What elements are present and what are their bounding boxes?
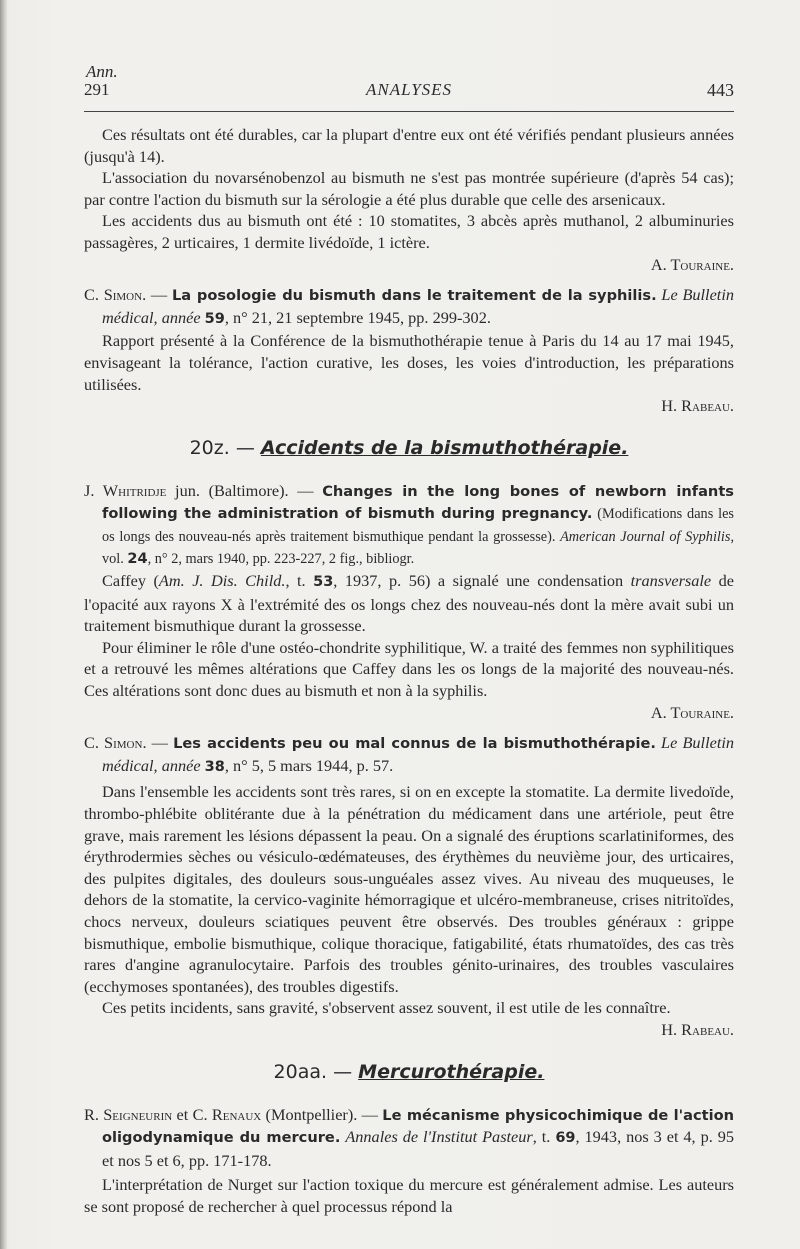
abstract-entry-seigneurin	[84, 1104, 734, 1218]
author: C. Simon.	[84, 733, 147, 753]
signature: A. Touraine.	[650, 254, 734, 274]
section-number: 20z.	[189, 436, 230, 459]
section-dash: —	[333, 1060, 353, 1083]
citation-details: , n° 5, 5 mars 1944, p. 57.	[224, 755, 394, 775]
paragraph: L'association du novarsénobenzol au bismuth ne s'est pas montrée supérieure (d'après 54 cas); par contre l'action du bismuth sur la sérologie a été plus durable que celle des arsenicaux.	[84, 168, 734, 209]
citation-text: , t.	[532, 1127, 556, 1147]
article-title: Changes in the long bones of newborn infants following the administration of bismuth during pregnancy.	[102, 482, 734, 523]
paragraph: Pour éliminer le rôle d'une ostéo-chondrite syphilitique, W. a traité des femmes non syphilitiques et a retrouvé les mêmes altérations que Caffey dans les os longs de la majorité des nouveau-nés. Ces altérations sont donc dues au bismuth et non à la syphilis.	[84, 637, 734, 701]
text: , 1937, p. 56) a signalé une condensation	[333, 571, 631, 591]
signature: H. Rabeau.	[661, 1019, 734, 1039]
paragraph: L'interprétation de Nurget sur l'action toxique du mercure est généralement admise. Les auteurs se sont proposé de rechercher à quel processus répond la	[84, 1175, 734, 1216]
volume-number: 291	[84, 80, 110, 99]
section-heading-20z	[84, 437, 734, 459]
text: Caffey (	[102, 571, 159, 591]
section-title: Accidents de la bismuthothérapie.	[260, 436, 629, 459]
section-dash: —	[235, 436, 255, 459]
citation-details: , n° 21, 21 septembre 1945, pp. 299-302.	[224, 307, 491, 327]
author: J. Whitridje	[84, 480, 167, 500]
abstract-entry-simon-accidents	[84, 732, 734, 1040]
citation-text: , année	[153, 307, 205, 327]
author: C. Simon.	[84, 285, 147, 305]
author: C. Renaux	[192, 1104, 262, 1124]
journal-name: Annales de l'Institut Pasteur	[345, 1127, 533, 1147]
article-title: Les accidents peu ou mal connus de la bismuthothérapie.	[173, 735, 656, 753]
text: de l'opacité aux rayons X à l'extrémité des os longs chez des nouveau-nés dont la mère avait subi un traitement bismuthique durant la grossesse.	[84, 571, 735, 636]
abstract-entry-simon-posologie	[84, 284, 734, 417]
citation	[84, 480, 734, 570]
author-location: (Montpellier). —	[261, 1104, 383, 1124]
citation-details: , 1943, nos 3 et 4, p. 95 et nos 5 et 6, pp. 171-178.	[102, 1127, 735, 1170]
emphasis: transversale	[630, 571, 712, 591]
text: et	[172, 1104, 193, 1124]
page-content	[84, 124, 734, 1218]
translation: (Modifications dans les os longs des nouveau-nés après traitement bismuthique pendant la grossesse).	[102, 506, 734, 545]
citation-text: , année	[153, 755, 205, 775]
section-heading-20aa	[84, 1061, 734, 1083]
volume: 59	[204, 310, 225, 327]
citation	[84, 1104, 734, 1172]
cited-journal: Am. J. Dis. Child.	[158, 571, 286, 591]
header-rule	[84, 111, 734, 112]
article-title: Le mécanisme physicochimique de l'action oligodynamique du mercure.	[102, 1106, 735, 1147]
dash: —	[146, 285, 172, 305]
abstract-entry-whitridje	[84, 480, 734, 724]
journal-abbrev: Ann.	[86, 62, 118, 81]
volume: 24	[127, 550, 148, 567]
signature: H. Rabeau.	[661, 396, 734, 416]
volume: 38	[204, 758, 225, 775]
section-number: 20aa.	[273, 1060, 328, 1083]
running-title: ANALYSES	[365, 80, 453, 99]
journal-name: Le Bulletin médical	[102, 733, 735, 775]
paragraph: Dans l'ensemble les accidents sont très rares, si on en excepte la stomatite. La dermite livedoïde, thrombo-phlébite oblitérante due à la pénétration du médicament dans une artériole, peut être grave, mais rarement les lésions dépassent la peau. On a signalé des éruptions scarlatiniformes, des érythrodermies sèches ou vésiculo-œdémateuses, des érythèmes du neuvième jour, des urticaires, des pulpites digitales, des douleurs sous-unguéales assez vives. Au niveau des muqueuses, le dehors de la stomatite, la cervico-vaginite hémorragique et ulcéro-membraneuse, crises nitritoïdes, chocs nerveux, douleurs sciatiques peuvent être observés. Des troubles généraux : grippe bismuthique, embolie bismuthique, colique thoracique, fatigabilité, états rhumatoïdes, des cas très rares d'angine agranulocytaire. Parfois des troubles génito-urinaires, des troubles vasculaires (ecchymoses spontanées), des troubles digestifs.	[84, 782, 734, 996]
citation	[84, 284, 734, 330]
volume: 69	[555, 1130, 576, 1147]
author-location: jun. (Baltimore). —	[166, 480, 323, 500]
dash: —	[146, 733, 174, 753]
journal-name: American Journal of Syphilis	[560, 528, 731, 545]
paragraph: Rapport présenté à la Conférence de la bismuthothérapie tenue à Paris du 14 au 17 mai 1945, envisageant la tolérance, l'action curative, les doses, les voies d'introduction, les préparations utilisées.	[84, 331, 734, 394]
paragraph	[84, 570, 734, 637]
author: R. Seigneurin	[84, 1104, 173, 1124]
citation-text: , vol.	[102, 528, 735, 567]
signature: A. Touraine.	[650, 702, 734, 722]
citation-details: , n° 2, mars 1940, pp. 223-227, 2 fig., bibliogr.	[147, 550, 415, 567]
page-number: 443	[707, 80, 734, 100]
page-header	[84, 62, 734, 102]
citation	[84, 732, 734, 778]
page-binding-edge	[0, 0, 7, 1249]
paragraph: Ces petits incidents, sans gravité, s'observent assez souvent, il est utile de les connaître.	[102, 998, 671, 1018]
paragraph: Ces résultats ont été durables, car la plupart d'entre eux ont été vérifiés pendant plusieurs années (jusqu'à 14).	[84, 125, 734, 166]
paragraph: Les accidents dus au bismuth ont été : 10 stomatites, 3 abcès après muthanol, 2 albuminuries passagères, 2 urticaires, 1 dermite livédoïde, 1 ictère.	[84, 211, 734, 252]
article-title: La posologie du bismuth dans le traitement de la syphilis.	[171, 287, 657, 305]
volume: 53	[313, 574, 334, 591]
journal-name: Le Bulletin médical	[102, 285, 734, 327]
text: , t.	[285, 571, 314, 591]
section-title: Mercurothérapie.	[358, 1060, 545, 1083]
